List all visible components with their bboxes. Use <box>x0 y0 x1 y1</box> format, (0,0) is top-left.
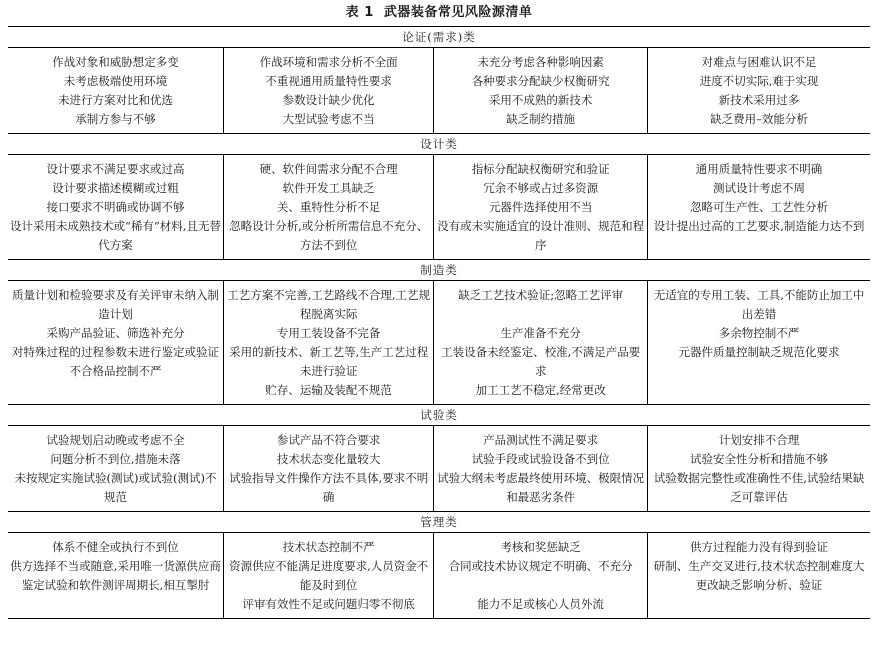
risk-item: 试验手段或试验设备不到位 <box>471 452 610 466</box>
risk-item: 资源供应不能满足进度要求,人员资金不能及时到位 <box>229 559 429 592</box>
risk-item: 问题分析不到位,措施未落 <box>50 452 181 466</box>
risk-item: 缺乏制约措施 <box>506 112 576 126</box>
category-row <box>8 405 870 426</box>
risk-items-row <box>8 281 870 405</box>
risk-item: 试验指导文件操作方法不具体,要求不明确 <box>229 471 429 504</box>
risk-item: 参试产品不符合要求 <box>276 433 381 447</box>
risk-item: 贮存、运输及装配不规范 <box>265 383 392 397</box>
risk-item: 对难点与困难认识不足 <box>701 55 817 69</box>
risk-item: 新技术采用过多 <box>718 93 800 107</box>
risk-item: 考核和奖惩缺乏 <box>500 540 581 554</box>
risk-item: 试验安全性分析和措施不够 <box>690 452 829 466</box>
category-title: 设计类 <box>8 134 870 155</box>
risk-item: 缺乏费用–效能分析 <box>710 112 808 126</box>
risk-item: 元器件质量控制缺乏规范化要求 <box>678 345 840 359</box>
risk-table-body <box>8 27 870 619</box>
risk-item: 评审有效性不足或问题归零不彻底 <box>242 597 415 611</box>
risk-cell <box>224 155 434 260</box>
category-title: 论证(需求)类 <box>8 27 870 48</box>
risk-item: 供方选择不当或随意,采用唯一货源供应商 <box>10 559 221 573</box>
risk-item: 软件开发工具缺乏 <box>282 181 375 195</box>
risk-cell <box>224 281 434 405</box>
table-number: 表 1 <box>345 5 374 20</box>
risk-items-row <box>8 426 870 512</box>
risk-item: 作战环境和需求分析不全面 <box>259 55 398 69</box>
risk-item: 鉴定试验和软件测评周期长,相互掣肘 <box>21 578 210 592</box>
risk-item: 加工工艺不稳定,经常更改 <box>475 383 606 397</box>
risk-item: 能力不足或核心人员外流 <box>477 597 604 611</box>
risk-item: 试验数据完整性或准确性不佳,试验结果缺乏可靠评估 <box>653 471 865 504</box>
risk-cell <box>224 426 434 512</box>
risk-item: 参数设计缺少优化 <box>282 93 375 107</box>
risk-item: 设计要求不满足要求或过高 <box>46 162 185 176</box>
risk-item: 设计采用未成熟技术或“稀有”材料,且无替代方案 <box>10 219 221 252</box>
blank-line <box>436 576 645 595</box>
risk-item: 研制、生产交叉进行,技术状态控制难度大 <box>653 559 865 573</box>
risk-item: 不重视通用质量特性要求 <box>265 74 392 88</box>
table-caption <box>8 4 870 26</box>
risk-item: 多余物控制不严 <box>718 326 800 340</box>
risk-items-row <box>8 155 870 260</box>
risk-item: 接口要求不明确或协调不够 <box>46 200 185 214</box>
risk-item: 合同或技术协议规定不明确、不充分 <box>448 559 633 573</box>
risk-item: 忽略设计分析,或分析所需信息不充分、方法不到位 <box>229 219 429 252</box>
risk-item: 采用的新技术、新工艺等,生产工艺过程未进行验证 <box>229 345 429 378</box>
risk-item: 各种要求分配缺少权衡研究 <box>471 74 610 88</box>
risk-item: 试验大纲未考虑最终使用环境、极限情况和最恶劣条件 <box>437 471 645 504</box>
risk-item: 专用工装设备不完备 <box>276 326 381 340</box>
risk-item: 体系不健全或执行不到位 <box>52 540 179 554</box>
risk-cell <box>224 48 434 134</box>
risk-cell <box>8 281 224 405</box>
category-title: 试验类 <box>8 405 870 426</box>
risk-cell <box>8 533 224 619</box>
risk-item: 未按规定实施试验(测试)或试验(测试)不规范 <box>14 471 217 504</box>
risk-cell <box>8 426 224 512</box>
risk-item: 更改缺乏影响分析、验证 <box>695 578 823 592</box>
risk-item: 采用不成熟的新技术 <box>488 93 593 107</box>
category-title: 管理类 <box>8 512 870 533</box>
risk-item: 未考虑极端使用环境 <box>63 74 168 88</box>
risk-item: 质量计划和检验要求及有关评审未纳入制造计划 <box>12 288 219 321</box>
risk-cell <box>434 281 648 405</box>
table-title: 武器装备常见风险源清单 <box>383 5 533 20</box>
category-row <box>8 512 870 533</box>
risk-item: 工装设备未经鉴定、校准,不满足产品要求 <box>441 345 641 378</box>
risk-cell <box>434 533 648 619</box>
risk-source-table <box>8 26 870 619</box>
risk-item: 产品测试性不满足要求 <box>483 433 599 447</box>
risk-item: 忽略可生产性、工艺性分析 <box>690 200 829 214</box>
risk-item: 不合格品控制不严 <box>69 364 162 378</box>
risk-item: 承制方参与不够 <box>75 112 156 126</box>
risk-cell <box>648 155 870 260</box>
risk-item: 作战对象和威胁想定多变 <box>52 55 179 69</box>
risk-item: 供方过程能力没有得到验证 <box>690 540 829 554</box>
risk-cell <box>648 533 870 619</box>
risk-item: 硬、软件间需求分配不合理 <box>259 162 398 176</box>
risk-cell <box>434 48 648 134</box>
risk-item: 设计要求描述模糊或过粗 <box>52 181 179 195</box>
risk-cell <box>8 48 224 134</box>
category-row <box>8 134 870 155</box>
risk-item: 技术状态控制不严 <box>282 540 375 554</box>
risk-item: 大型试验考虑不当 <box>282 112 375 126</box>
risk-item: 元器件选择使用不当 <box>488 200 593 214</box>
risk-item: 关、重特性分析不足 <box>276 200 381 214</box>
risk-item: 采购产品验证、筛选补充分 <box>46 326 185 340</box>
category-row <box>8 260 870 281</box>
risk-cell <box>434 155 648 260</box>
risk-item: 进度不切实际,难于实现 <box>699 74 819 88</box>
risk-item: 未进行方案对比和优选 <box>58 93 173 107</box>
risk-cell <box>648 48 870 134</box>
risk-cell <box>434 426 648 512</box>
risk-item: 指标分配缺权衡研究和验证 <box>471 162 610 176</box>
risk-item: 生产准备不充分 <box>500 326 581 340</box>
risk-item: 对特殊过程的过程参数未进行鉴定或验证 <box>12 345 219 359</box>
risk-cell <box>224 533 434 619</box>
risk-items-row <box>8 533 870 619</box>
risk-item: 设计提出过高的工艺要求,制造能力达不到 <box>653 219 865 233</box>
category-row <box>8 27 870 48</box>
risk-item: 没有或未实施适宜的设计准则、规范和程序 <box>437 219 645 252</box>
risk-item: 未充分考虑各种影响因素 <box>477 55 604 69</box>
risk-items-row <box>8 48 870 134</box>
risk-cell <box>8 155 224 260</box>
blank-line <box>436 305 645 324</box>
risk-cell <box>648 426 870 512</box>
risk-item: 缺乏工艺技术验证;忽略工艺评审 <box>458 288 624 302</box>
risk-cell <box>648 281 870 405</box>
risk-item: 无适宜的专用工装、工具,不能防止加工中出差错 <box>653 288 865 321</box>
risk-item: 通用质量特性要求不明确 <box>695 162 823 176</box>
risk-item: 冗余不够或占过多资源 <box>483 181 599 195</box>
category-title: 制造类 <box>8 260 870 281</box>
risk-item: 技术状态变化量较大 <box>276 452 381 466</box>
risk-item: 工艺方案不完善,工艺路线不合理,工艺规程脱离实际 <box>227 288 431 321</box>
risk-item: 试验规划启动晚或考虑不全 <box>46 433 185 447</box>
risk-item: 计划安排不合理 <box>718 433 800 447</box>
risk-item: 测试设计考虑不周 <box>713 181 806 195</box>
